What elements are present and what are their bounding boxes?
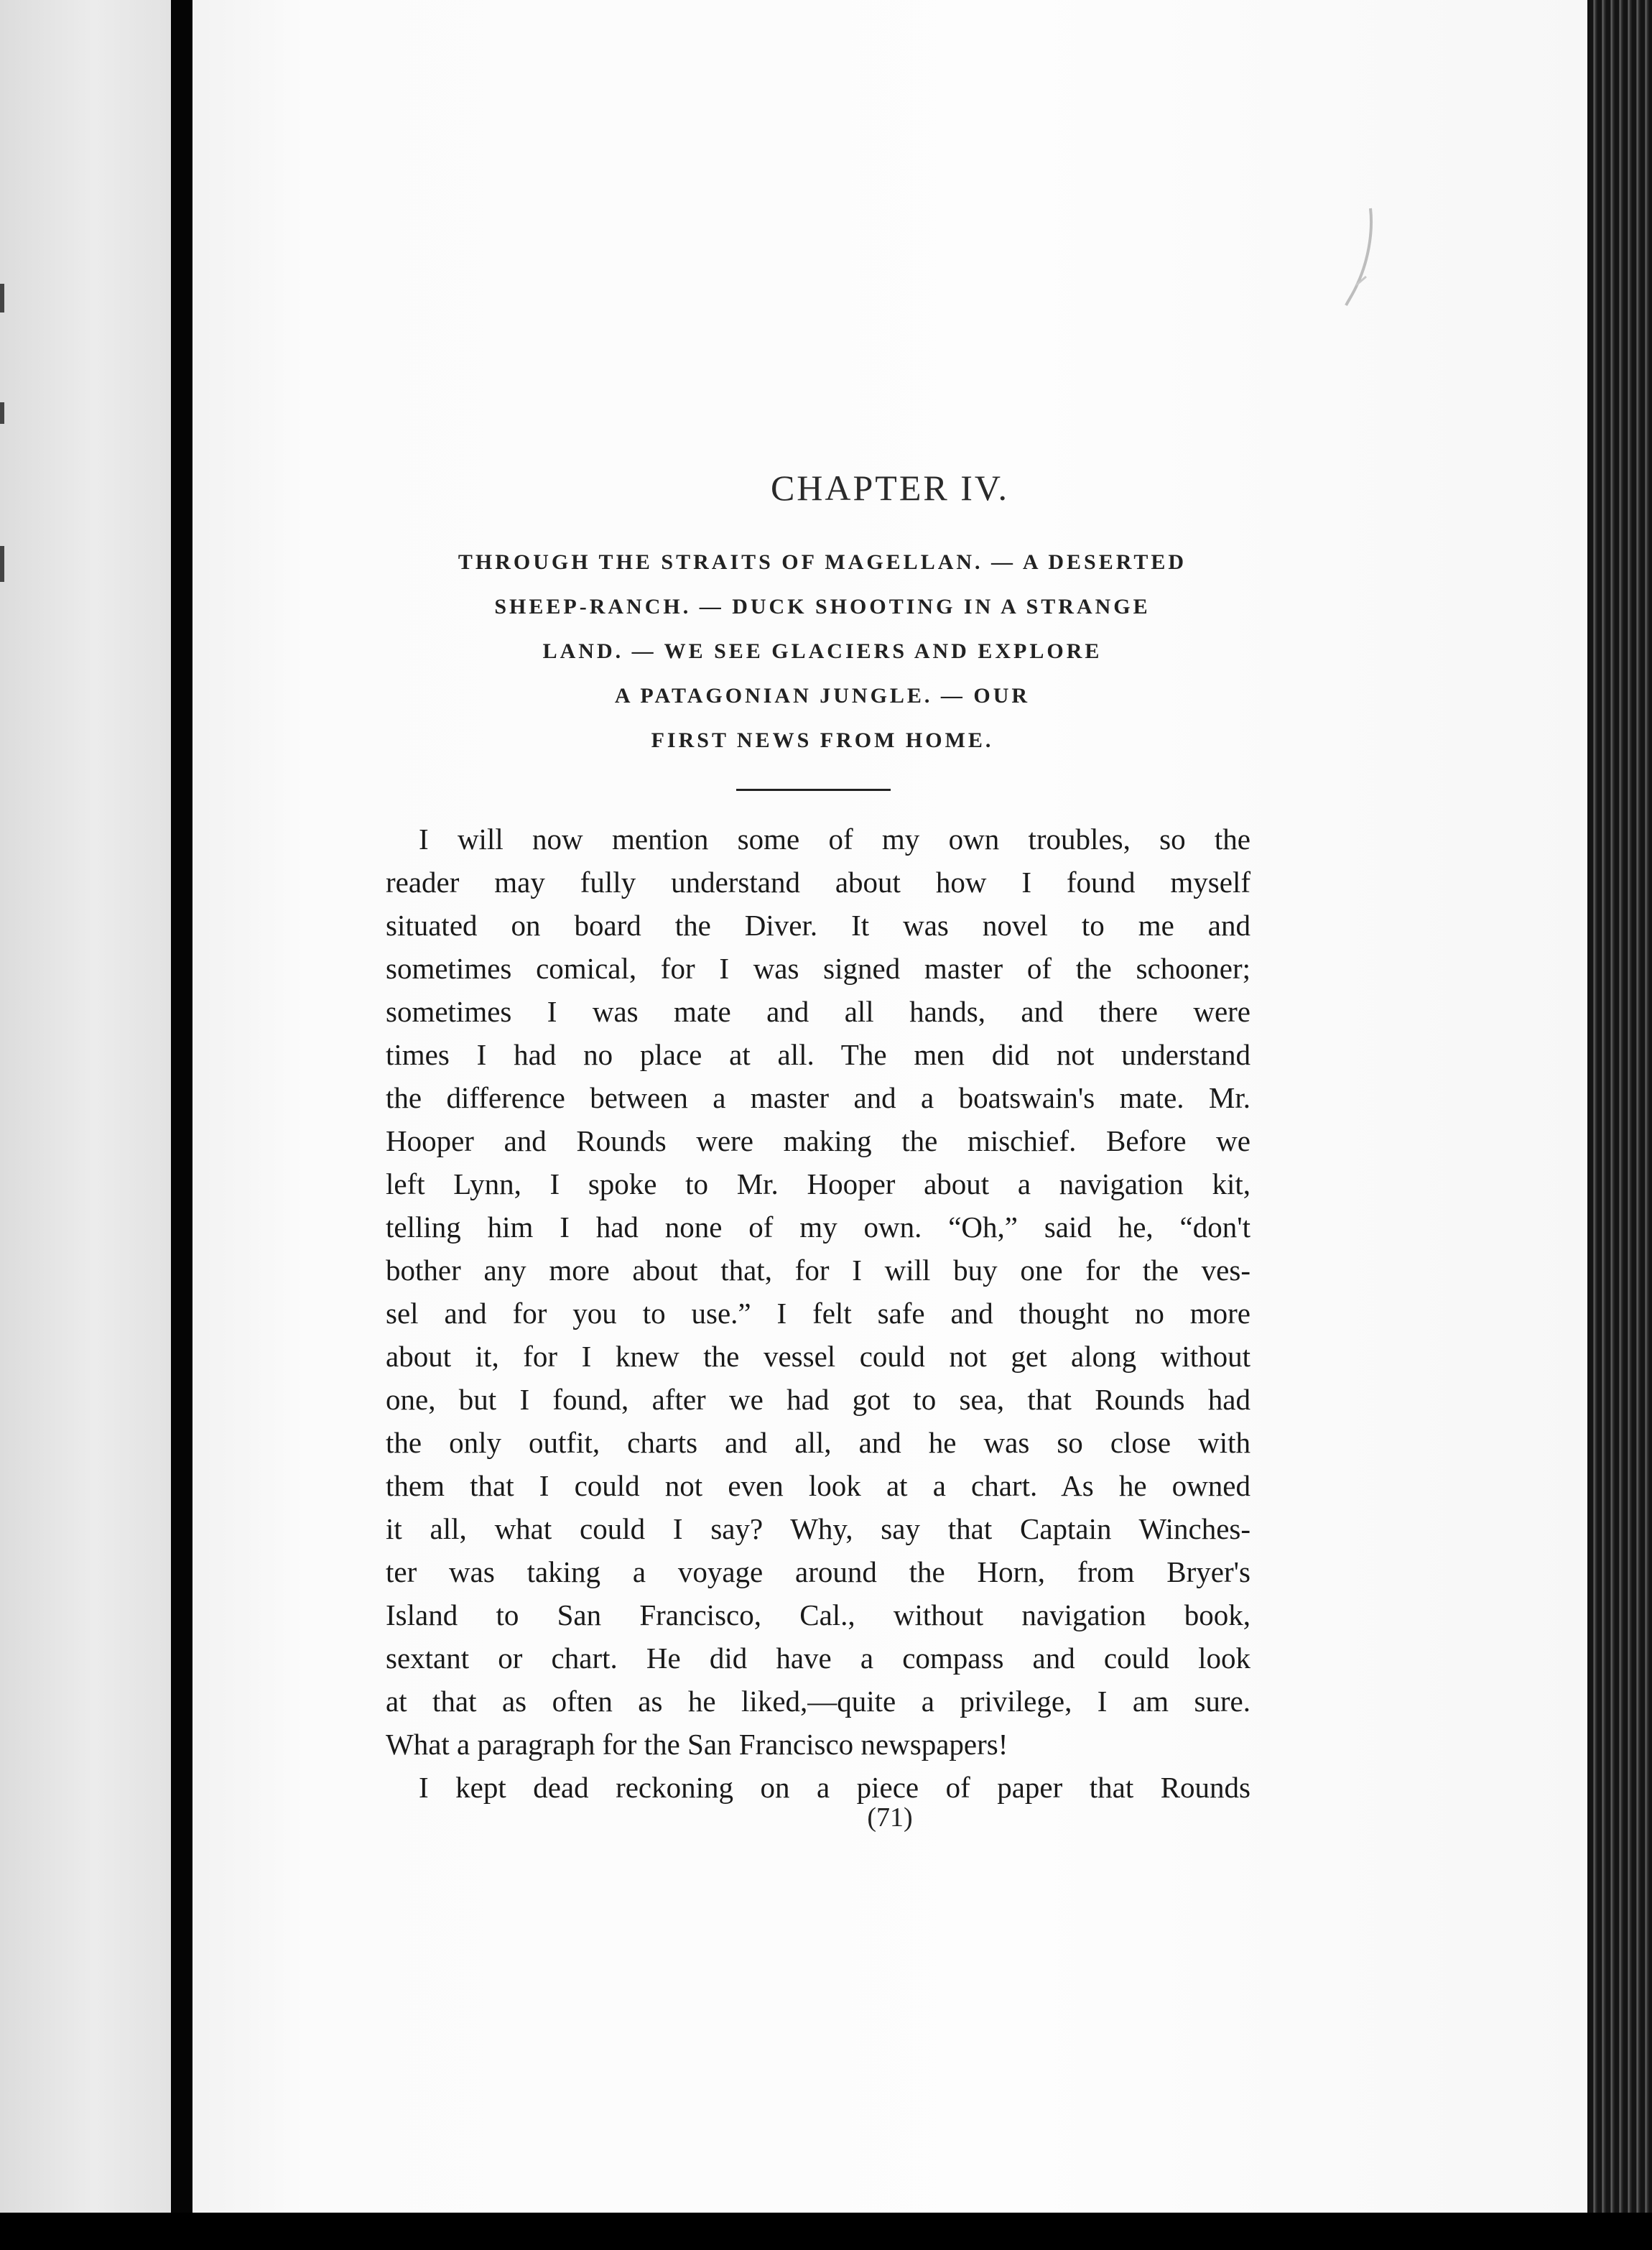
text-line: situated on board the Diver. It was novel to me and xyxy=(386,909,1250,942)
text-line: sometimes I was mate and all hands, and there were xyxy=(386,995,1250,1028)
page-edge-mark xyxy=(0,546,4,582)
pencil-mark xyxy=(1342,205,1385,312)
text-line: I kept dead reckoning on a piece of paper that Rounds xyxy=(419,1771,1250,1804)
text-line: bother any more about that, for I will buy one for the ves- xyxy=(386,1254,1250,1287)
text-line: Hooper and Rounds were making the mischief. Before we xyxy=(386,1124,1250,1157)
summary-line: SHEEP-RANCH. — DUCK SHOOTING IN A STRANGE xyxy=(494,595,1151,619)
text-line: I will now mention some of my own troubles, so the xyxy=(419,823,1250,856)
summary-line: LAND. — WE SEE GLACIERS AND EXPLORE xyxy=(542,639,1103,663)
text-line: left Lynn, I spoke to Mr. Hooper about a navigation kit, xyxy=(386,1167,1250,1200)
summary-line: A PATAGONIAN JUNGLE. — OUR xyxy=(614,684,1031,708)
text-line: times I had no place at all. The men did not understand xyxy=(386,1038,1250,1071)
page-edge-mark xyxy=(0,284,4,312)
text-line: telling him I had none of my own. “Oh,” said he, “don't xyxy=(386,1210,1250,1244)
chapter-summary xyxy=(359,540,1286,763)
text-line: ter was taking a voyage around the Horn, from Bryer's xyxy=(386,1555,1250,1588)
text-line: reader may fully understand about how I found myself xyxy=(386,866,1250,899)
text-line: sel and for you to use.” I felt safe and thought no more xyxy=(386,1297,1250,1330)
page-stack-edge xyxy=(1590,0,1652,2250)
text-line: about it, for I knew the vessel could not get along without xyxy=(386,1340,1250,1373)
text-line: the difference between a master and a boatswain's mate. Mr. xyxy=(386,1081,1250,1114)
scan-border xyxy=(0,2213,1652,2250)
chapter-title: CHAPTER IV. xyxy=(770,468,1010,508)
page-edge-mark xyxy=(0,402,4,424)
body-text xyxy=(386,818,1250,1809)
previous-page-edge xyxy=(0,0,171,2213)
summary-line: THROUGH THE STRAITS OF MAGELLAN. — A DESERTED xyxy=(458,550,1187,574)
book-gutter xyxy=(171,0,192,2213)
text-line: What a paragraph for the San Francisco newspapers! xyxy=(386,1728,1008,1761)
text-line: one, but I found, after we had got to sea, that Rounds had xyxy=(386,1383,1250,1416)
page-number: (71) xyxy=(867,1802,913,1833)
text-line: at that as often as he liked,—quite a privilege, I am sure. xyxy=(386,1685,1250,1718)
text-line: the only outfit, charts and all, and he was so close with xyxy=(386,1426,1250,1459)
text-line: sextant or chart. He did have a compass and could look xyxy=(386,1642,1250,1675)
text-line: Island to San Francisco, Cal., without navigation book, xyxy=(386,1598,1250,1631)
summary-line: FIRST NEWS FROM HOME. xyxy=(651,728,994,752)
text-line: it all, what could I say? Why, say that Captain Winches- xyxy=(386,1512,1250,1545)
separator-rule xyxy=(736,789,891,791)
text-line: them that I could not even look at a chart. As he owned xyxy=(386,1469,1250,1502)
text-line: sometimes comical, for I was signed master of the schooner; xyxy=(386,952,1250,985)
